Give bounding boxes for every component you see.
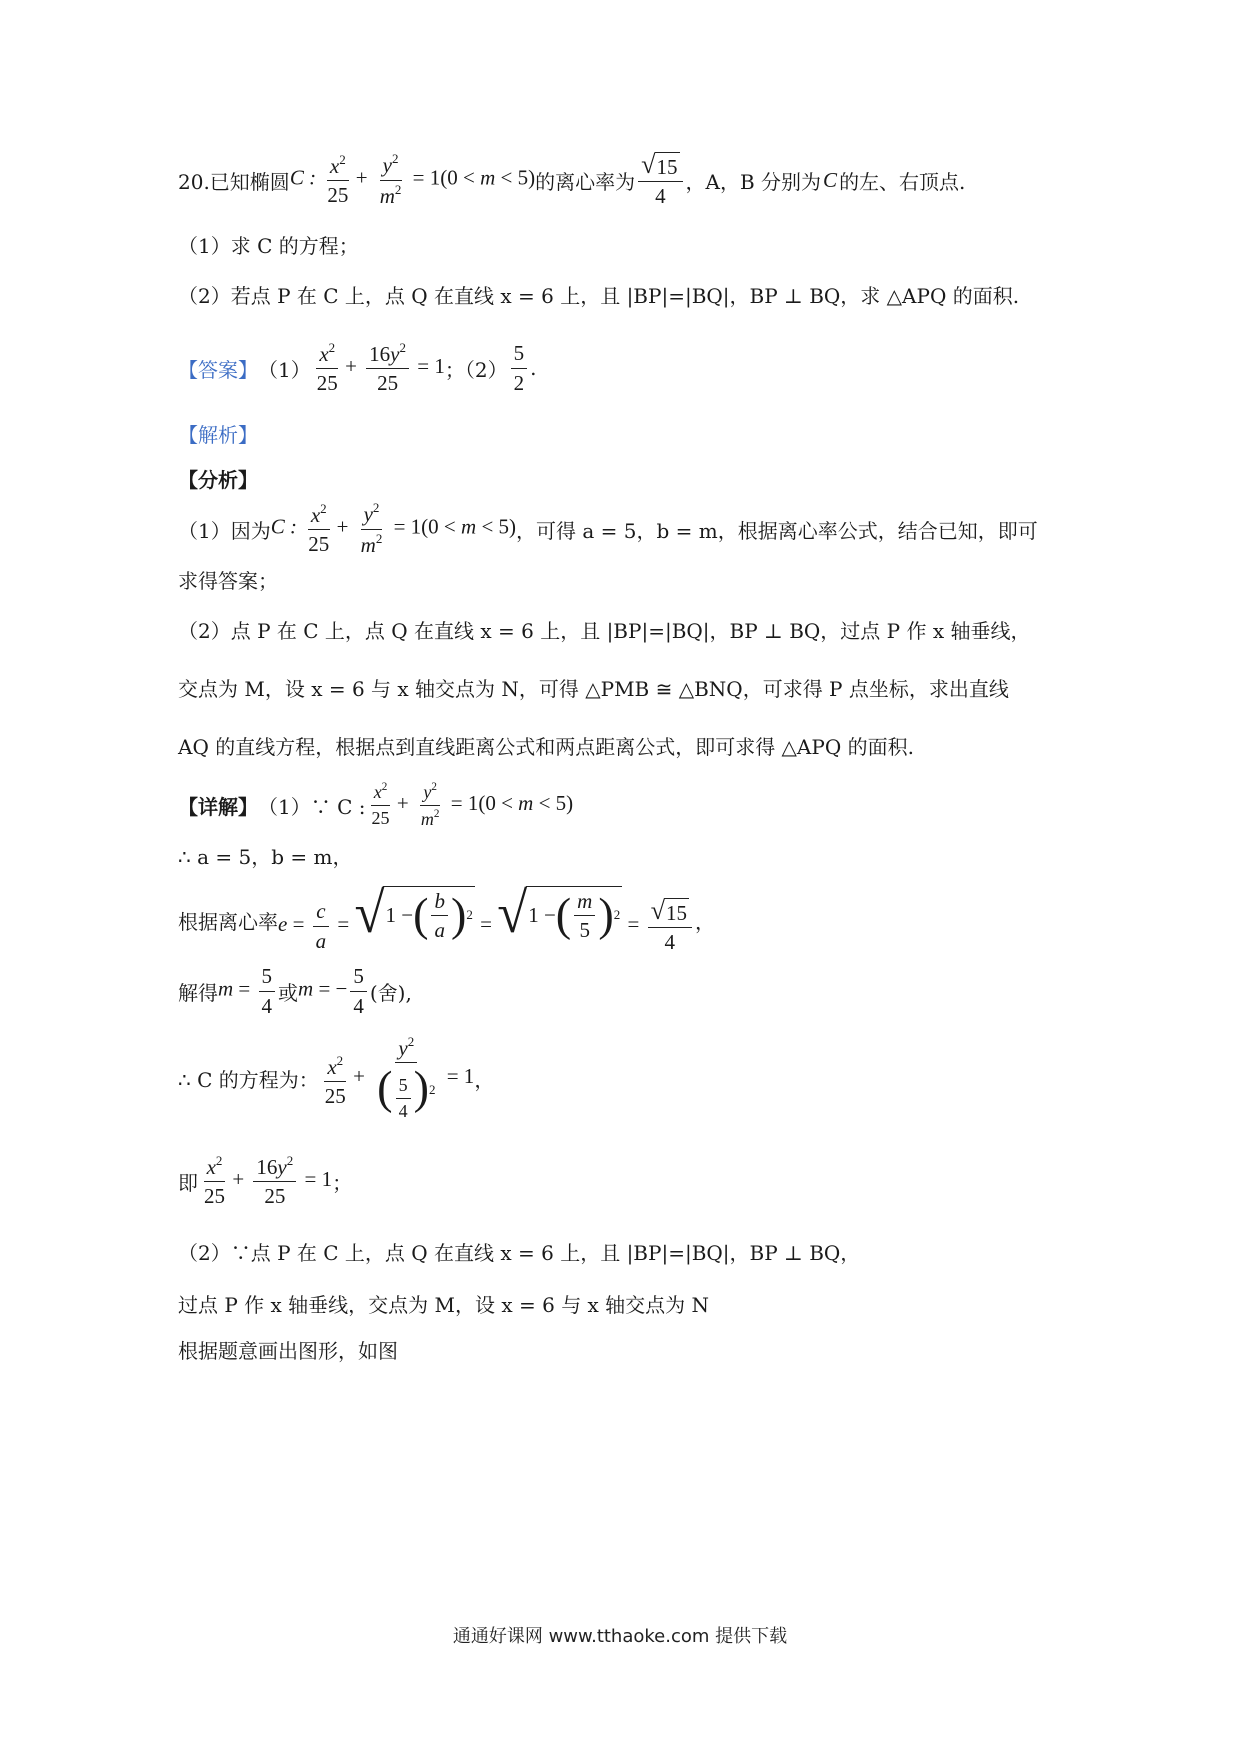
stem-text-3: 的左、右顶点.: [839, 169, 966, 194]
fenxi-label: 【分析】: [178, 467, 258, 492]
question-2: （2）若点 P 在 C 上，点 Q 在直线 x = 6 上，且 |BP|=|BQ|，BP ⊥ BQ，求 △APQ 的面积.: [178, 283, 1020, 308]
detail-solve-m: 解得 m = $\frac{5}{4}$ 或 m = − $\frac{5}{4}$ (舍),: [178, 964, 412, 1018]
page-footer: 通通好课网 www.tthaoke.com 提供下载: [452, 1626, 788, 1647]
answer-label: 【答案】: [178, 357, 258, 382]
fenxi-part2-line1: （2）点 P 在 C 上，点 Q 在直线 x = 6 上，且 |BP|=|BQ|，BP ⊥ BQ，过点 P 作 x 轴垂线，: [178, 618, 1031, 643]
fenxi-part2-line3: AQ 的直线方程，根据点到直线距离公式和两点距离公式，即可求得 △APQ 的面积.: [178, 734, 914, 759]
detail-part2-line2: 过点 P 作 x 轴垂线，交点为 M，设 x = 6 与 x 轴交点为 N: [178, 1292, 710, 1317]
detail-part2-line1: （2）∵点 P 在 C 上，点 Q 在直线 x = 6 上，且 |BP|=|BQ|，BP ⊥ BQ，: [178, 1240, 861, 1265]
fenxi-part1: （1）因为 C : $\frac{x^2}{25}$ + $\frac{y^2}{m^2}$ = 1(0 < m < 5) ，可得 a = 5，b = m，根据离心率公式，结合已知，即可: [178, 500, 1038, 557]
fenxi-part2-line2: 交点为 M，设 x = 6 与 x 轴交点为 N，可得 △PMB ≅ △BNQ，可求得 P 点坐标，求出直线: [178, 676, 1009, 701]
answer-part2-prefix: ；（2）: [444, 357, 508, 382]
detail-part2-line3: 根据题意画出图形，如图: [178, 1338, 398, 1363]
detail-final-equation: 即 $\frac{x^2}{25}$ + $\frac{16y^2}{25}$ = 1 ；: [178, 1152, 353, 1209]
stem-text-2: ，A，B 分别为: [685, 169, 822, 194]
ellipse-equation: C : $\frac{x^2}{25}$ + $\frac{y^2}{m^2}$ = 1(0 < m < 5): [289, 151, 536, 208]
answer-area: $\frac{5}{2}$: [508, 341, 531, 394]
detail-equation-substituted: ∴ C 的方程为： $\frac{x^2}{25}$ + $y^2$ ( $\frac{5}{4}$ )$^2$ = 1 ，: [178, 1033, 495, 1121]
answer-equation: $\frac{x^2}{25}$ + $\frac{16y^2}{25}$ = 1: [316, 339, 445, 396]
stem-text-1: 的离心率为: [535, 169, 636, 194]
detail-line2: ∴ a = 5，b = m，: [178, 844, 353, 869]
problem-stem: 20.已知椭圆 C : $\frac{x^2}{25}$ + $\frac{y^2}{m^2}$ = 1(0 < m < 5) 的离心率为 √ 15 4 ，A，B 分别为 C 的左、右顶点.: [178, 149, 966, 208]
detail-line1: 【详解】 （1）∵ C : $\frac{x^2}{25}$ + $\frac{y^2}{m^2}$ = 1(0 < m < 5): [178, 781, 574, 829]
detail-eccentricity: 根据离心率 e = $\frac{c}{a}$ = √ 1 − ( $\frac{b}{a}$ ) 2 = √ 1 − ( $\frac{m}{5}$ ) 2 = √ 15 4 ，: [178, 880, 716, 955]
answer-part1-prefix: （1）: [258, 357, 311, 382]
problem-number: 20.已知椭圆: [178, 169, 290, 194]
answer-line: 【答案】 （1） $\frac{x^2}{25}$ + $\frac{16y^2}{25}$ = 1 ；（2） $\frac{5}{2}$ .: [178, 339, 537, 396]
fenxi-part1-cont: 求得答案；: [178, 568, 278, 593]
question-1: （1）求 C 的方程；: [178, 233, 359, 258]
eccentricity-value: √ 15 4: [635, 152, 685, 208]
detail-label: 【详解】: [178, 794, 258, 819]
analysis-label: 【解析】: [178, 422, 258, 447]
